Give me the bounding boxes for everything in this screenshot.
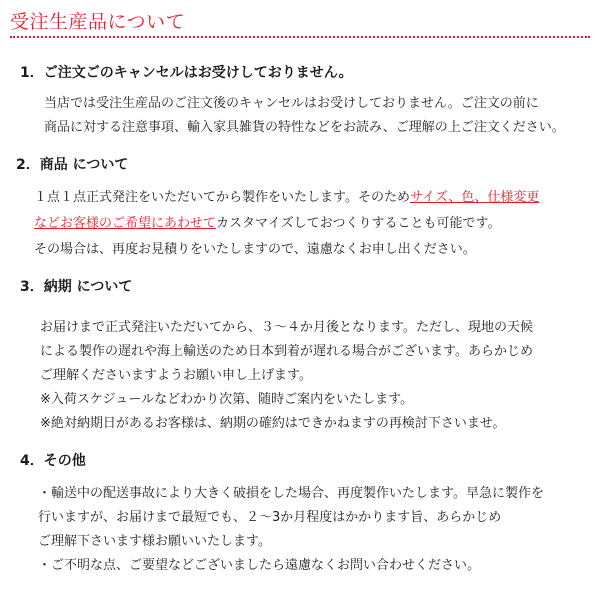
section-2-line-2-text: カスタマイズしておつくりすることも可能です。 bbox=[216, 216, 501, 231]
section-2-line-1-text: １点１点正式発注をいただいてから製作をいたします。そのため bbox=[34, 190, 410, 205]
section-1-line-1: 当店では受注生産品のご注文後のキャンセルはお受けしておりません。ご注文の前に bbox=[44, 96, 539, 111]
section-3-note-1: ※入荷スケジュールなどわかり次第、随時ご案内をいたします。 bbox=[40, 392, 414, 407]
section-2-line-1 bbox=[34, 186, 539, 205]
page-title: 受注生産品について bbox=[10, 11, 186, 33]
section-1-heading: 1．ご注文ごのキャンセルはお受けしておりません。 bbox=[20, 65, 353, 81]
section-4-line-3: ご理解下さいます様お願いいたします。 bbox=[38, 534, 271, 549]
section-3-line-3: ご理解くださいますようお願い申し上げます。 bbox=[40, 368, 312, 383]
section-4-line-2: 行いますが、お届けまで最短でも、２～3か月程度はかかります旨、あらかじめ bbox=[38, 510, 502, 525]
section-3-heading: 3．納期 について bbox=[20, 279, 133, 295]
section-2-line-3: その場合は、再度お見積りをいたしますので、遠慮なくお申し出ください。 bbox=[34, 242, 476, 257]
section-4-line-1: ・輸送中の配送事故により大きく破損をした場合、再度製作いたします。早急に製作を bbox=[38, 486, 544, 501]
custom-options-link[interactable]: サイズ、色、仕様変更 bbox=[409, 190, 540, 205]
section-4-heading: 4．その他 bbox=[20, 453, 86, 469]
section-3-line-2: による製作の遅れや海上輸送のため日本到着が遅れる場合がございます。あらかじめ bbox=[40, 344, 533, 359]
customer-request-link[interactable]: などお客様のご希望にあわせて bbox=[34, 216, 217, 231]
section-3-line-1: お届けまで正式発注いただいてから、３～４か月後となります。ただし、現地の天候 bbox=[40, 320, 533, 335]
section-3-note-2: ※絶対納期日があるお客様は、納期の確約はできかねますの再検討下さいませ。 bbox=[40, 416, 506, 431]
section-1-line-2: 商品に対する注意事項、輸入家具雑貨の特性などをお読み、ご理解の上ご注文ください。 bbox=[44, 120, 565, 135]
section-4-line-4: ・ご不明な点、ご要望などございましたら遠慮なくお問い合わせください。 bbox=[38, 558, 481, 573]
title-divider bbox=[10, 36, 590, 38]
section-2-heading: 2．商品 について bbox=[16, 157, 129, 173]
section-2-line-2 bbox=[34, 212, 500, 231]
